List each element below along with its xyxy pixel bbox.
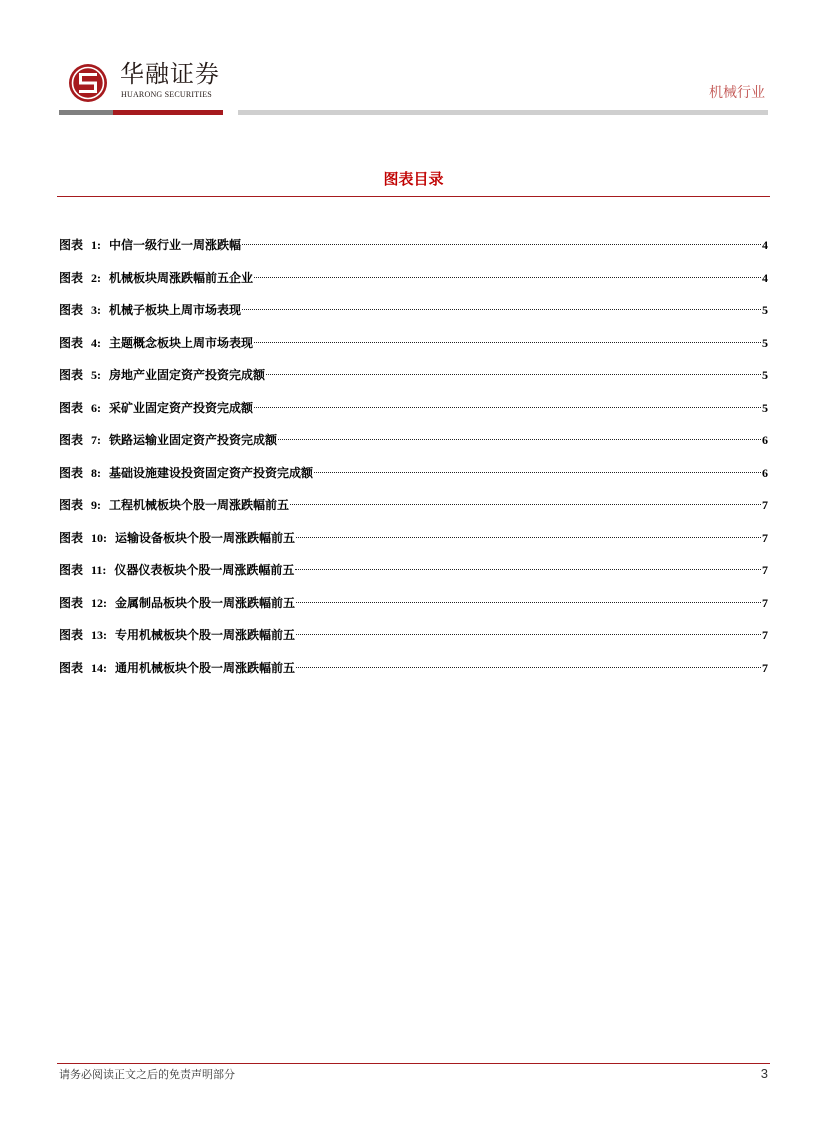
toc-entry-prefix: 图表 — [59, 595, 84, 610]
header-bar-dark — [59, 110, 113, 115]
toc-entry-label — [59, 658, 115, 678]
industry-label: 机械行业 — [709, 85, 765, 101]
toc-entry-prefix: 图表 — [59, 368, 84, 382]
toc-entry-prefix: 图表 — [59, 660, 84, 675]
toc-entry[interactable] — [59, 235, 768, 268]
toc-entry-label — [59, 235, 109, 255]
toc-entry-label — [59, 625, 115, 645]
toc-entry-page: 6 — [762, 465, 768, 480]
toc-entry-text: 采矿业固定资产投资完成额 — [109, 400, 254, 415]
toc-entry[interactable] — [59, 300, 768, 333]
toc-entry[interactable] — [59, 495, 768, 528]
toc-entry-prefix: 图表 — [59, 433, 84, 447]
toc-entry-prefix: 图表 — [59, 400, 84, 415]
toc-entry[interactable] — [59, 365, 768, 398]
toc-entry-text: 中信一级行业一周涨跌幅 — [109, 238, 242, 252]
toc-dot-leader — [296, 667, 761, 668]
toc-dot-leader — [278, 439, 761, 440]
toc-entry-page: 5 — [762, 303, 768, 317]
toc-entry-page: 4 — [762, 238, 768, 252]
toc-entry-text: 专用机械板块个股一周涨跌幅前五 — [115, 628, 296, 642]
company-name-en: HUARONG SECURITIES — [121, 90, 212, 99]
toc-dot-leader — [242, 309, 761, 310]
toc-entry-number: 3: — [91, 303, 102, 317]
toc-entry-label — [59, 398, 109, 418]
header-bar-light — [238, 110, 768, 115]
toc-entry-number: 9: — [91, 498, 102, 512]
toc-entry-number: 4: — [91, 335, 102, 350]
toc-dot-leader — [290, 504, 761, 505]
toc-dot-leader — [242, 244, 761, 245]
toc-entry-number: 10: — [91, 530, 108, 545]
toc-entry-text: 机械板块周涨跌幅前五企业 — [109, 270, 254, 285]
toc-entry-page: 5 — [762, 368, 768, 382]
toc-entry-number: 8: — [91, 465, 102, 480]
toc-entry-prefix: 图表 — [59, 563, 84, 577]
toc-entry-text: 主题概念板块上周市场表现 — [109, 335, 254, 350]
toc-entry-prefix: 图表 — [59, 498, 84, 512]
footer-divider — [57, 1063, 770, 1064]
toc-entry-number: 2: — [91, 270, 102, 285]
toc-dot-leader — [254, 277, 761, 278]
toc-entry-label — [59, 333, 109, 353]
toc-entry[interactable] — [59, 658, 768, 691]
toc-entry-text: 运输设备板块个股一周涨跌幅前五 — [115, 530, 296, 545]
toc-entry-number: 1: — [91, 238, 102, 252]
toc-entry-label — [59, 300, 109, 320]
toc-entry-prefix: 图表 — [59, 628, 84, 642]
toc-entry[interactable] — [59, 625, 768, 658]
toc-entry-label — [59, 430, 109, 450]
toc-entry[interactable] — [59, 528, 768, 561]
toc-entry-page: 7 — [762, 595, 768, 610]
toc-entry-label — [59, 365, 109, 385]
toc-entry-label — [59, 463, 109, 483]
toc-entry[interactable] — [59, 268, 768, 301]
toc-dot-leader — [296, 602, 761, 603]
toc-entry[interactable] — [59, 430, 768, 463]
toc-dot-leader — [254, 342, 761, 343]
toc-entry-number: 13: — [91, 628, 108, 642]
page-number: 3 — [760, 1066, 768, 1081]
toc-entry-label — [59, 495, 109, 515]
toc-entry-page: 4 — [762, 270, 768, 285]
toc-entry-page: 7 — [762, 530, 768, 545]
toc-entry[interactable] — [59, 398, 768, 431]
toc-entry-number: 5: — [91, 368, 102, 382]
footer-disclaimer: 请务必阅读正文之后的免责声明部分 — [59, 1068, 235, 1081]
toc-entry-text: 铁路运输业固定资产投资完成额 — [109, 433, 278, 447]
toc-entry-number: 12: — [91, 595, 108, 610]
toc-title: 图表目录 — [383, 170, 444, 188]
toc-entry-number: 6: — [91, 400, 102, 415]
huarong-logo-icon — [68, 63, 108, 103]
toc-dot-leader — [296, 634, 761, 635]
toc-entry-prefix: 图表 — [59, 238, 84, 252]
toc-entry-text: 通用机械板块个股一周涨跌幅前五 — [115, 660, 296, 675]
toc-dot-leader — [266, 374, 761, 375]
toc-entry-page: 7 — [762, 498, 768, 512]
toc-list — [59, 235, 768, 690]
toc-entry-prefix: 图表 — [59, 530, 84, 545]
toc-entry-text: 仪器仪表板块个股一周涨跌幅前五 — [114, 563, 295, 577]
toc-entry[interactable] — [59, 463, 768, 496]
toc-entry[interactable] — [59, 593, 768, 626]
company-name-cn: 华融证券 — [120, 60, 220, 88]
page-header — [0, 0, 827, 120]
toc-entry-text: 房地产业固定资产投资完成额 — [109, 368, 266, 382]
toc-entry-text: 金属制品板块个股一周涨跌幅前五 — [115, 595, 296, 610]
toc-entry-text: 基础设施建设投资固定资产投资完成额 — [109, 465, 314, 480]
toc-entry-prefix: 图表 — [59, 303, 84, 317]
toc-entry-label — [59, 268, 109, 288]
toc-dot-leader — [295, 569, 761, 570]
toc-entry[interactable] — [59, 560, 768, 593]
toc-entry-page: 7 — [762, 563, 768, 577]
toc-entry-page: 7 — [762, 660, 768, 675]
toc-dot-leader — [314, 472, 761, 473]
toc-divider — [57, 196, 770, 197]
toc-entry-number: 11: — [91, 563, 107, 577]
toc-entry-page: 6 — [762, 433, 768, 447]
toc-entry-number: 14: — [91, 660, 108, 675]
toc-dot-leader — [254, 407, 761, 408]
toc-entry-prefix: 图表 — [59, 335, 84, 350]
toc-entry-page: 5 — [762, 335, 768, 350]
toc-entry-text: 机械子板块上周市场表现 — [109, 303, 242, 317]
header-bar-red — [113, 110, 223, 115]
toc-dot-leader — [296, 537, 761, 538]
toc-entry-number: 7: — [91, 433, 102, 447]
toc-entry-text: 工程机械板块个股一周涨跌幅前五 — [109, 498, 290, 512]
toc-entry-label — [59, 593, 115, 613]
toc-entry-prefix: 图表 — [59, 270, 84, 285]
toc-entry[interactable] — [59, 333, 768, 366]
toc-entry-label — [59, 560, 114, 580]
toc-entry-label — [59, 528, 115, 548]
toc-entry-page: 7 — [762, 628, 768, 642]
toc-entry-page: 5 — [762, 400, 768, 415]
toc-entry-prefix: 图表 — [59, 465, 84, 480]
